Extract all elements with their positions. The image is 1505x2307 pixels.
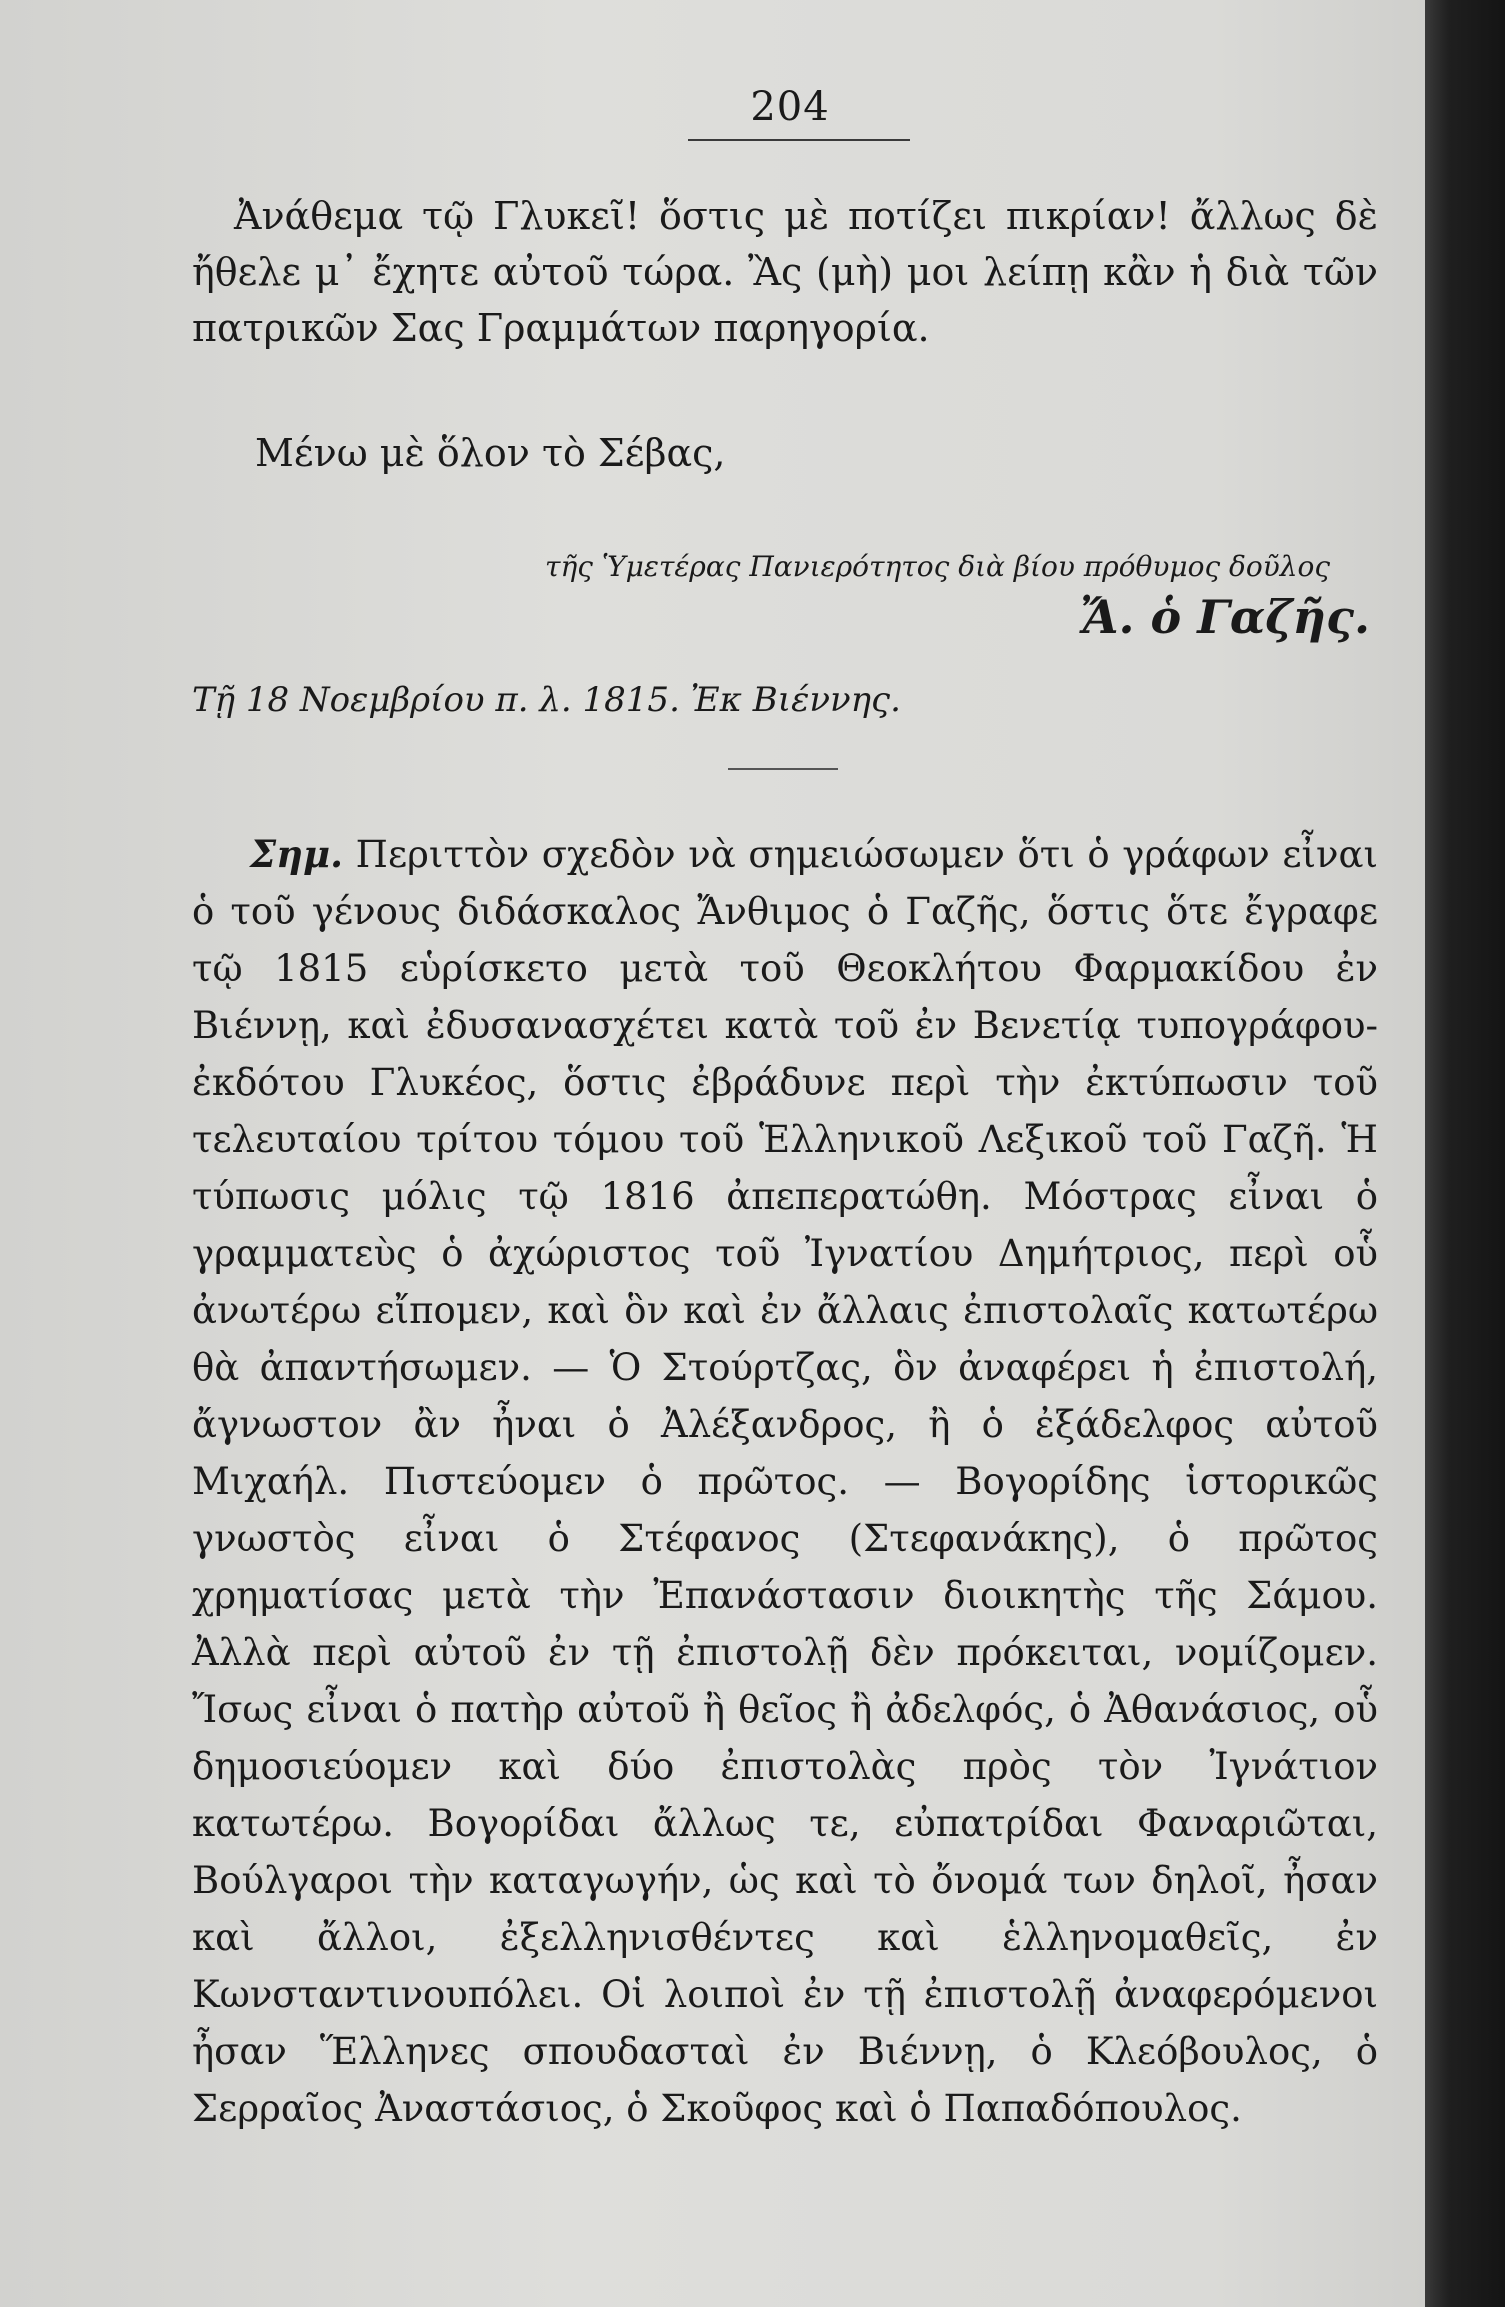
letter-paragraph: Ἀνάθεμα τῷ Γλυκεῖ! ὅστις μὲ ποτίζει πικρίαν! ἄλλως δὲ ἤθελε μ᾽ ἔχητε αὐτοῦ τώρα. Ἂς (μὴ) μοι λείπῃ κἂν ἡ διὰ τῶν πατρικῶν Σας Γραμμάτων παρηγορία. (192, 194, 1378, 350)
section-divider (728, 768, 838, 770)
page-number-rule (688, 139, 910, 141)
signature-name: Ἄ. ὁ Γαζῆς. (1080, 590, 1370, 644)
letter-dateline: Τῇ 18 Νοεμβρίου π. λ. 1815. Ἐκ Βιέννης. (192, 680, 901, 720)
letter-closing: Μένω μὲ ὅλον τὸ Σέβας, (255, 431, 726, 475)
editorial-note (192, 826, 1378, 2137)
note-label: Σημ. (250, 832, 344, 876)
signature-title: τῆς Ὑμετέρας Πανιερότητος διὰ βίου πρόθυμος δοῦλος (545, 550, 1331, 583)
book-spine (1425, 0, 1505, 2307)
page-number: 204 (750, 84, 830, 130)
note-text: Περιττὸν σχεδὸν νὰ σημειώσωμεν ὅτι ὁ γράφων εἶναι ὁ τοῦ γένους διδάσκαλος Ἄνθιμος ὁ Γαζῆς, ὅστις ὅτε ἔγραφε τῷ 1815 εὑρίσκετο μετὰ τοῦ Θεοκλήτου Φαρμακίδου ἐν Βιέννῃ, καὶ ἐδυσανασχέτει κατὰ τοῦ ἐν Βενετίᾳ τυπογράφου-ἐκδότου Γλυκέος, ὅστις ἐβράδυνε περὶ τὴν ἐκτύπωσιν τοῦ τελευταίου τρίτου τόμου τοῦ Ἑλληνικοῦ Λεξικοῦ τοῦ Γαζῆ. Ἡ τύπωσις μόλις τῷ 1816 ἀπεπερατώθη. Μόστρας εἶναι ὁ γραμματεὺς ὁ ἀχώριστος τοῦ Ἰγνατίου Δημήτριος, περὶ οὗ ἀνωτέρω εἴπομεν, καὶ ὃν καὶ ἐν ἄλλαις ἐπιστολαῖς κατωτέρω θὰ ἀπαντήσωμεν. — Ὁ Στούρτζας, ὃν ἀναφέρει ἡ ἐπιστολή, ἄγνωστον ἂν ἦναι ὁ Ἀλέξανδρος, ἢ ὁ ἐξάδελφος αὐτοῦ Μιχαήλ. Πιστεύομεν ὁ πρῶτος. — Βογορίδης ἱστορικῶς γνωστὸς εἶναι ὁ Στέφανος (Στεφανάκης), ὁ πρῶτος χρηματίσας μετὰ τὴν Ἐπανάστασιν διοικητὴς τῆς Σάμου. Ἀλλὰ περὶ αὐτοῦ ἐν τῇ ἐπιστολῇ δὲν πρόκειται, νομίζομεν. Ἴσως εἶναι ὁ πατὴρ αὐτοῦ ἢ θεῖος ἢ ἀδελφός, ὁ Ἀθανάσιος, οὗ δημοσιεύομεν καὶ δύο ἐπιστολὰς πρὸς τὸν Ἰγνάτιον κατωτέρω. Βογορίδαι ἄλλως τε, εὐπατρίδαι Φαναριῶται, Βούλγαροι τὴν καταγωγήν, ὡς καὶ τὸ ὄνομά των δηλοῖ, ἦσαν καὶ ἄλλοι, ἐξελληνισθέντες καὶ ἑλληνομαθεῖς, ἐν Κωνσταντινουπόλει. Οἱ λοιποὶ ἐν τῇ ἐπιστολῇ ἀναφερόμενοι ἦσαν Ἕλληνες σπουδασταὶ ἐν Βιέννῃ, ὁ Κλεόβουλος, ὁ Σερραῖος Ἀναστάσιος, ὁ Σκοῦφος καὶ ὁ Παπαδόπουλος. (192, 833, 1378, 2130)
